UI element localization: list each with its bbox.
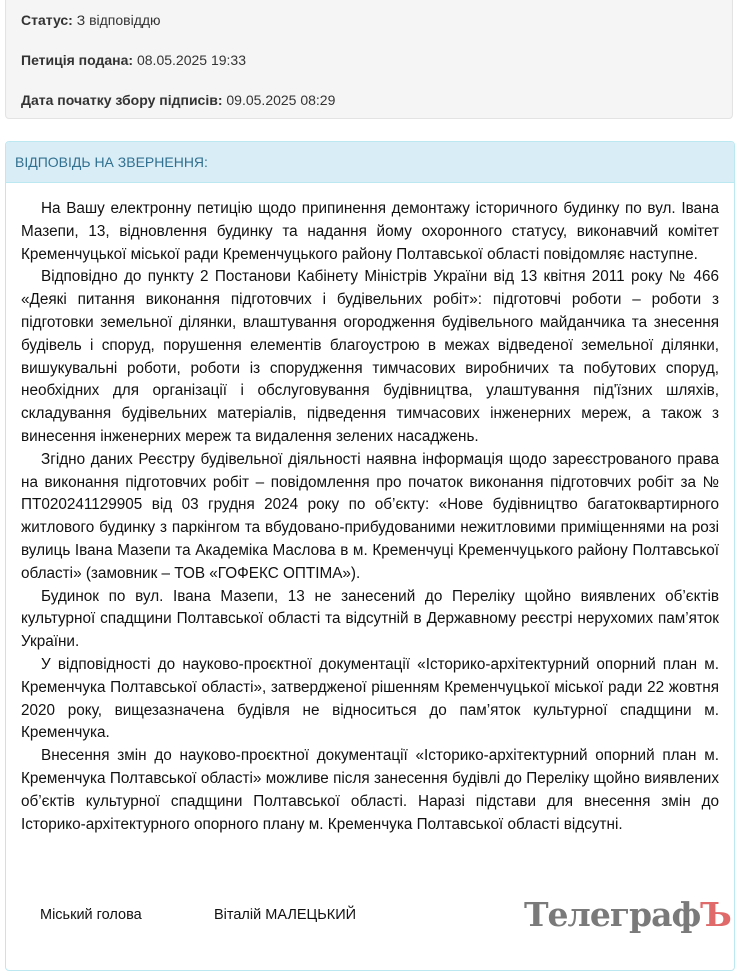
signature-collection-row: [21, 90, 335, 110]
answer-paragraph: На Вашу електронну петицію щодо припинення демонтажу історичного будинку по вул. Івана Мазепи, 13, відновлення будинку та надання йому охоронного статусу, виконавчий комітет Кременчуцької міської ради Кременчуцького району Полтавської області повідомляє наступне.: [21, 200, 719, 263]
logo-accent-letter: Ъ: [700, 895, 731, 934]
answer-heading: ВІДПОВІДЬ НА ЗВЕРНЕННЯ:: [6, 142, 734, 183]
status-label: Статус:: [21, 12, 73, 28]
answer-paragraph: Будинок по вул. Івана Мазепи, 13 не занесений до Переліку щойно виявлених об’єктів культурної спадщини Полтавської області та відсутній в Державному реєстрі нерухомих пам’яток України.: [21, 587, 719, 651]
logo-main-text: Телеграф: [524, 895, 701, 934]
answer-body: [21, 198, 719, 836]
status-value: З відповіддю: [76, 12, 161, 28]
submitted-row: [21, 50, 246, 70]
signature-role: Міський голова: [40, 907, 142, 923]
petition-info-panel: [5, 0, 733, 119]
submitted-value: 08.05.2025 19:33: [136, 52, 246, 68]
submitted-label: Петиція подана:: [21, 52, 134, 68]
signature: [40, 907, 356, 923]
signature-collection-label: Дата початку збору підписів:: [21, 92, 223, 108]
telegraf-watermark-logo: [524, 895, 731, 935]
answer-paragraph: Відповідно до пункту 2 Постанови Кабінету Міністрів України від 13 квітня 2011 року № 466 «Деякі питання виконання підготовчих і будівельних робіт»: підготовчі роботи – роботи з підготовки земельної ділянки, влаштування огородження будівельного майданчика та знесення будівель і споруд, порушення елементів благоустрою в межах відведеної земельної ділянки, вишукувальні роботи, роботи із спорудження тимчасових виробничих та побутових споруд, необхідних для організації і обслуговування будівництва, улаштування під'їзних шляхів, складування будівельних матеріалів, підведення тимчасових інженерних мереж, а також з винесення інженерних мереж та видалення зелених насаджень.: [21, 268, 719, 445]
signature-name: Віталій МАЛЕЦЬКИЙ: [214, 907, 357, 923]
answer-panel: [5, 141, 735, 971]
answer-paragraph: У відповідності до науково-проєктної документації «Історико-архітектурний опорний план м. Кременчука Полтавської області», затвердженої рішенням Кременчуцької міської ради 22 жовтня 2020 року, вищезазначена будівля не відноситься до пам’яток культурної спадщини м. Кременчука.: [21, 655, 719, 742]
status-row: [21, 10, 161, 30]
answer-paragraph: Згідно даних Реєстру будівельної діяльності наявна інформація щодо зареєстрованого права на виконання підготовчих робіт – повідомлення про початок виконання підготовчих робіт за № ПТ020241129905 від 03 грудня 2024 року по об’єкту: «Нове будівництво багатоквартирного житлового будинку з паркінгом та вбудовано-прибудованими нежитловими приміщеннями на розі вулиць Івана Мазепи та Академіка Маслова в м. Кременчуці Кременчуцького району Полтавської області» (замовник – ТОВ «ГОФЕКС ОПТІМА»).: [21, 450, 719, 582]
signature-collection-value: 09.05.2025 08:29: [226, 92, 336, 108]
answer-paragraph: Внесення змін до науково-проєктної документації «Історико-архітектурний опорний план м. Кременчука Полтавської області» можливе після занесення будівлі до Переліку щойно виявлених об’єктів культурної спадщини Полтавської області. Наразі підстави для внесення змін до Історико-архітектурного опорного плану м. Кременчука Полтавської області відсутні.: [21, 747, 719, 833]
